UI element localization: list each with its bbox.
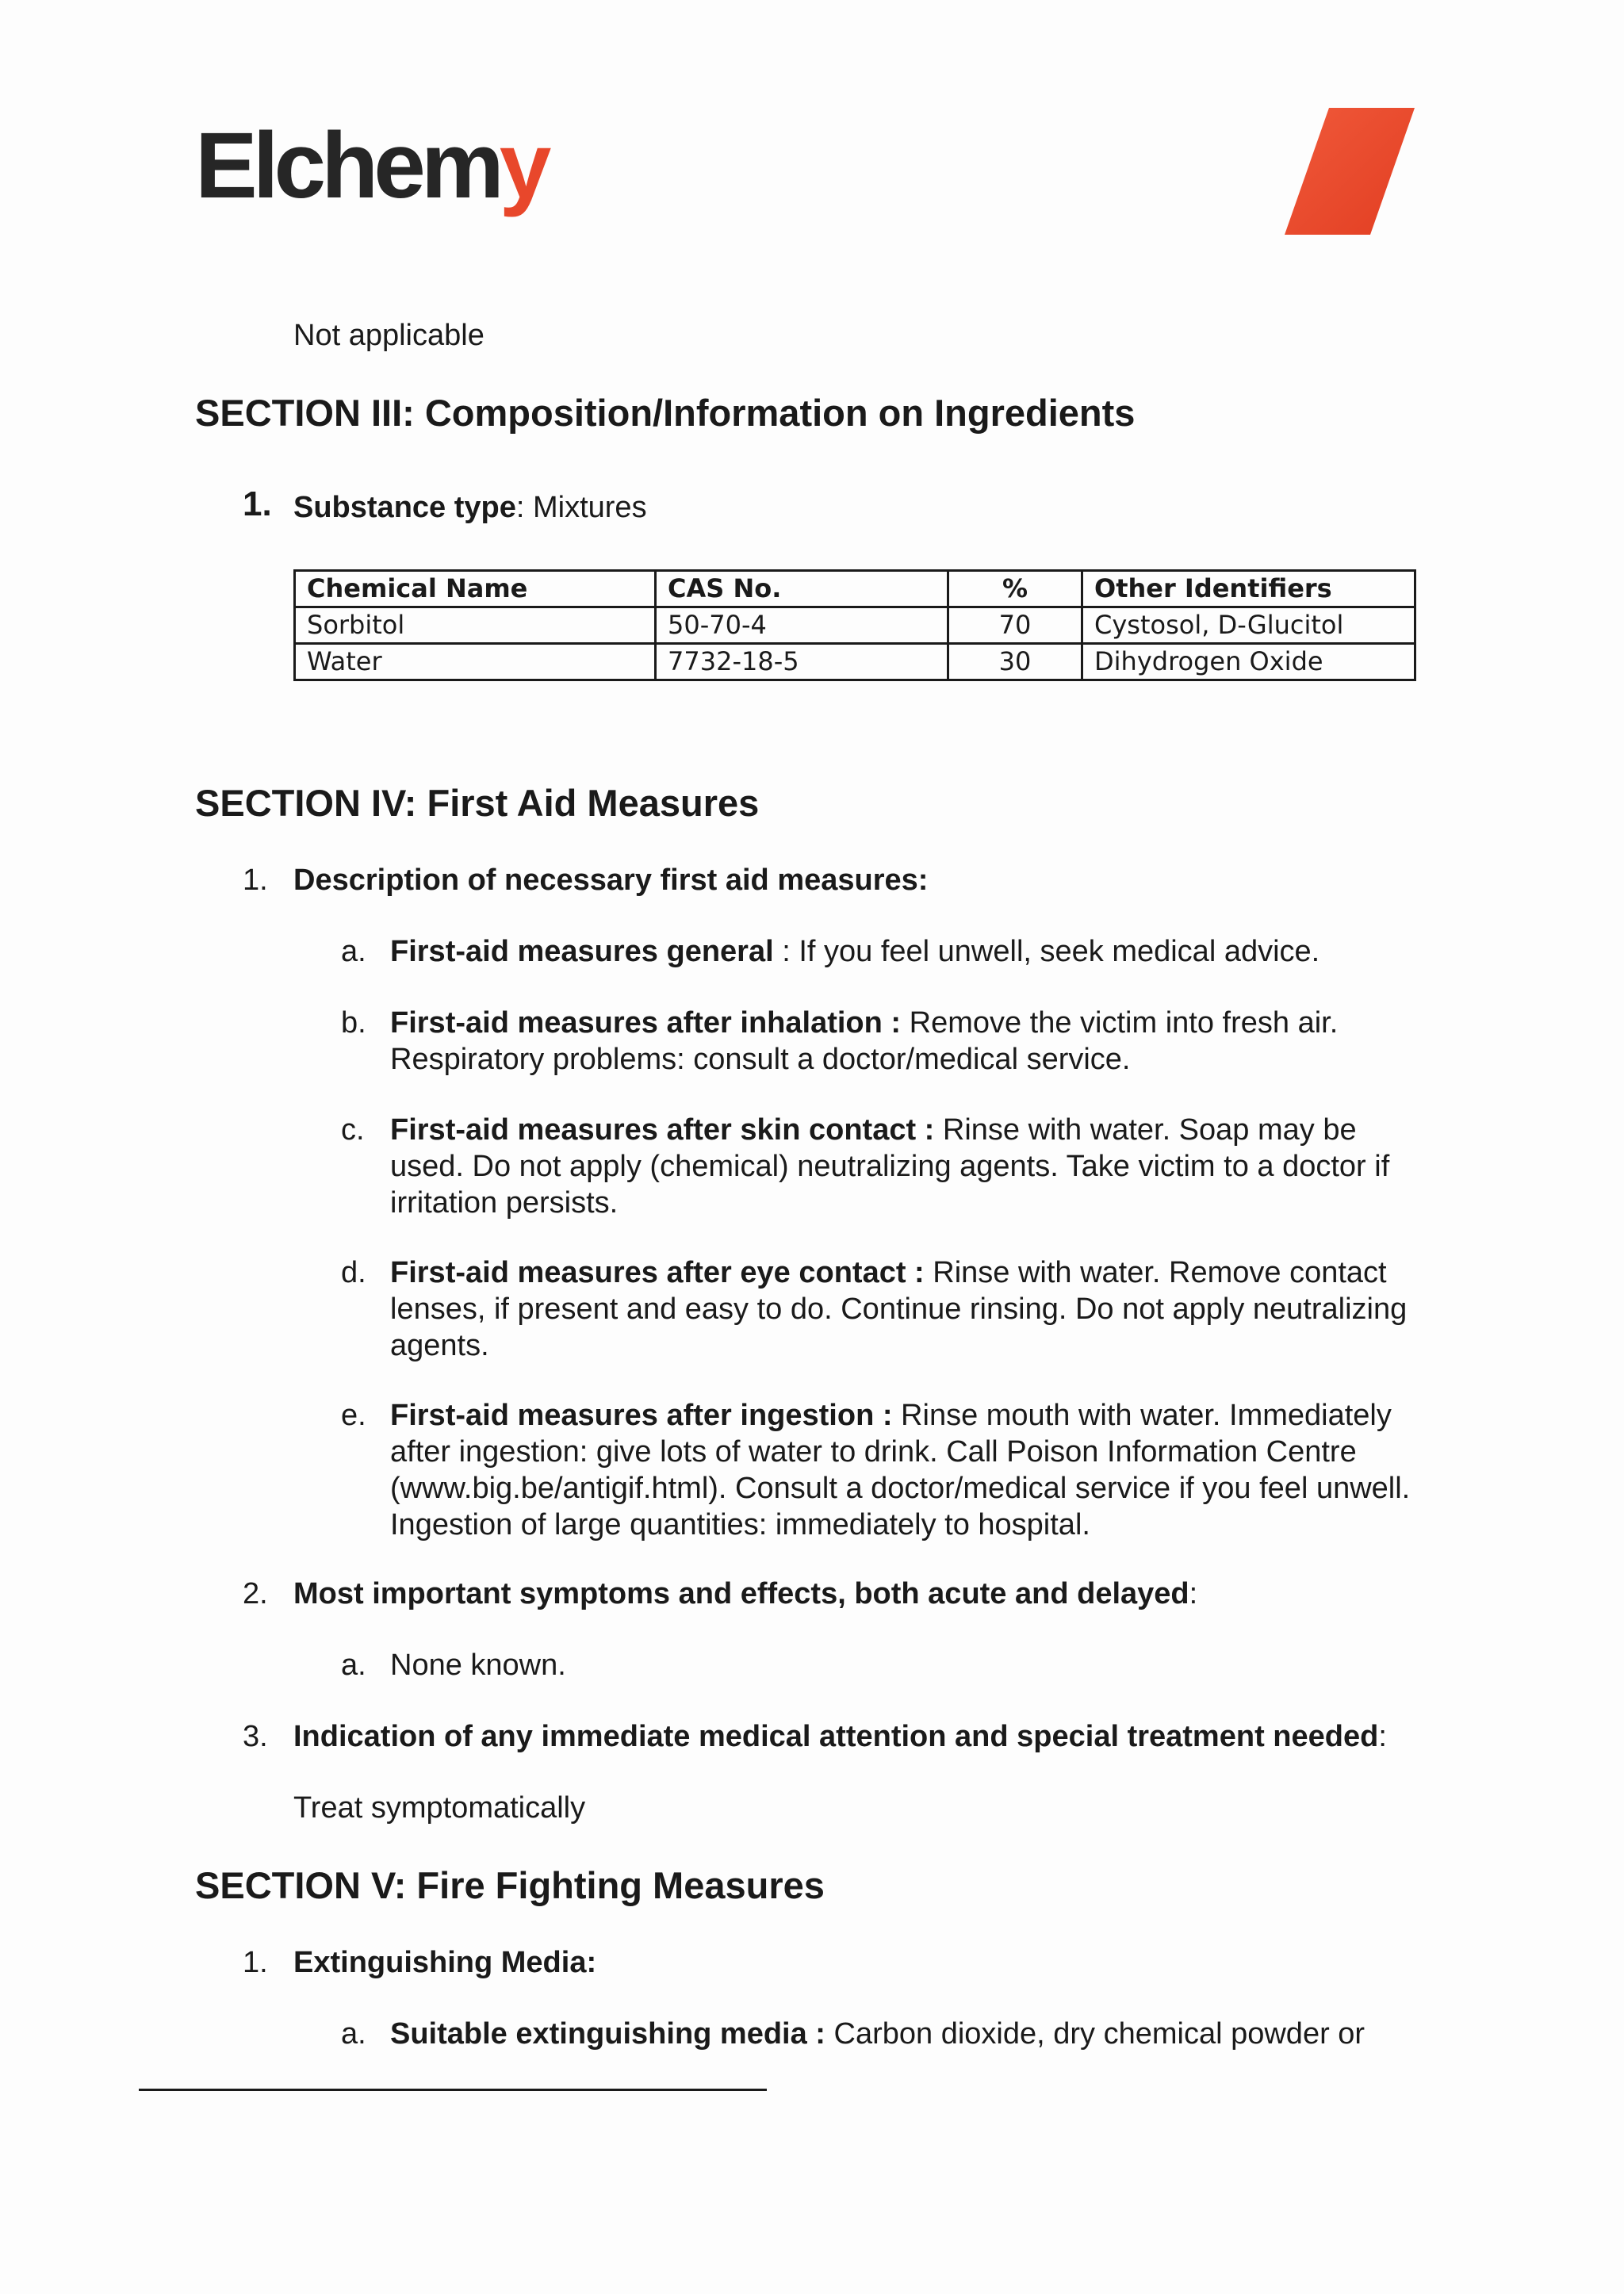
section-4-title: SECTION IV: First Aid Measures xyxy=(195,782,760,824)
list-letter: e. xyxy=(341,1399,366,1432)
first-aid-eye xyxy=(390,1254,1407,1364)
table-cell: Cystosol, D-Glucitol xyxy=(1082,607,1415,644)
footnote-divider xyxy=(139,2089,767,2091)
list-letter: a. xyxy=(341,1649,366,1682)
ingredients-table xyxy=(293,569,1416,681)
list-number: 2. xyxy=(243,1577,268,1610)
medical-attention-suffix: : xyxy=(1378,1720,1387,1753)
col-cas-no: CAS No. xyxy=(656,571,948,607)
section-5-title: SECTION V: Fire Fighting Measures xyxy=(195,1864,825,1906)
col-other-identifiers: Other Identifiers xyxy=(1082,571,1415,607)
first-aid-ingestion-label: First-aid measures after ingestion : xyxy=(390,1399,893,1432)
list-number: 3. xyxy=(243,1720,268,1753)
medical-attention-text: Treat symptomatically xyxy=(293,1791,586,1825)
table-cell: 50-70-4 xyxy=(656,607,948,644)
substance-type-label: Substance type xyxy=(293,491,516,524)
list-letter: a. xyxy=(341,935,366,968)
first-aid-skin-label: First-aid measures after skin contact : xyxy=(390,1113,935,1147)
first-aid-eye-text: Rinse with water. Remove contact xyxy=(924,1256,1387,1289)
list-number: 1. xyxy=(243,864,268,897)
list-letter: b. xyxy=(341,1006,366,1040)
first-aid-ingestion-text: Ingestion of large quantities: immediately to hospital. xyxy=(390,1508,1090,1541)
first-aid-inhalation-text: Remove the victim into fresh air. xyxy=(901,1006,1339,1040)
description-label: Description of necessary first aid measures: xyxy=(293,864,929,897)
table-header-row xyxy=(295,571,1415,607)
first-aid-general-text: : If you feel unwell, seek medical advice. xyxy=(773,935,1320,968)
suitable-media-label: Suitable extinguishing media : xyxy=(390,2017,825,2051)
first-aid-ingestion-text: after ingestion: give lots of water to drink. Call Poison Information Centre xyxy=(390,1435,1357,1469)
first-aid-skin-text: Rinse with water. Soap may be xyxy=(934,1113,1357,1147)
suitable-media xyxy=(390,2016,1365,2052)
first-aid-eye-text: agents. xyxy=(390,1329,489,1362)
list-letter: d. xyxy=(341,1256,366,1289)
first-aid-general-label: First-aid measures general xyxy=(390,935,774,968)
col-chemical-name: Chemical Name xyxy=(295,571,656,607)
first-aid-inhalation-label: First-aid measures after inhalation : xyxy=(390,1006,902,1040)
section-3-title: SECTION III: Composition/Information on Ingredients xyxy=(195,392,1136,434)
list-letter: a. xyxy=(341,2017,366,2051)
first-aid-inhalation xyxy=(390,1005,1338,1078)
first-aid-eye-text: lenses, if present and easy to do. Continue rinsing. Do not apply neutralizing xyxy=(390,1293,1408,1326)
symptoms-label: Most important symptoms and effects, both acute and delayed xyxy=(293,1577,1189,1610)
table-cell: 7732-18-5 xyxy=(656,644,948,680)
medical-attention-label: Indication of any immediate medical attention and special treatment needed xyxy=(293,1720,1379,1753)
col-percent: % xyxy=(948,571,1082,607)
first-aid-general xyxy=(390,933,1320,970)
logo-accent: y xyxy=(499,113,547,218)
symptoms-heading xyxy=(293,1576,1197,1612)
brand-slash-icon xyxy=(1285,108,1415,235)
list-letter: c. xyxy=(341,1113,365,1147)
first-aid-skin xyxy=(390,1112,1389,1221)
table-cell: Water xyxy=(295,644,656,680)
substance-type xyxy=(293,489,647,526)
first-aid-ingestion-text: Rinse mouth with water. Immediately xyxy=(892,1399,1392,1432)
first-aid-skin-text: irritation persists. xyxy=(390,1186,619,1220)
company-logo xyxy=(195,113,547,218)
first-aid-ingestion-text: (www.big.be/antigif.html). Consult a doctor/medical service if you feel unwell. xyxy=(390,1472,1411,1505)
table-cell: 30 xyxy=(948,644,1082,680)
list-number: 1. xyxy=(243,484,272,523)
extinguishing-media-label: Extinguishing Media: xyxy=(293,1946,597,1979)
logo-text: Elchem xyxy=(195,113,500,218)
first-aid-skin-text: used. Do not apply (chemical) neutralizing agents. Take victim to a doctor if xyxy=(390,1150,1390,1183)
table-cell: Sorbitol xyxy=(295,607,656,644)
first-aid-eye-label: First-aid measures after eye contact : xyxy=(390,1256,925,1289)
table-cell: 70 xyxy=(948,607,1082,644)
symptoms-text: None known. xyxy=(390,1649,566,1682)
suitable-media-text: Carbon dioxide, dry chemical powder or xyxy=(825,2017,1365,2051)
first-aid-ingestion xyxy=(390,1397,1410,1543)
table-row xyxy=(295,644,1415,680)
first-aid-inhalation-text: Respiratory problems: consult a doctor/medical service. xyxy=(390,1043,1131,1076)
table-cell: Dihydrogen Oxide xyxy=(1082,644,1415,680)
intro-text: Not applicable xyxy=(293,319,485,352)
table-row xyxy=(295,607,1415,644)
list-number: 1. xyxy=(243,1946,268,1979)
medical-attention-heading xyxy=(293,1718,1387,1755)
symptoms-suffix: : xyxy=(1189,1577,1198,1610)
substance-type-value: : Mixtures xyxy=(515,491,647,524)
